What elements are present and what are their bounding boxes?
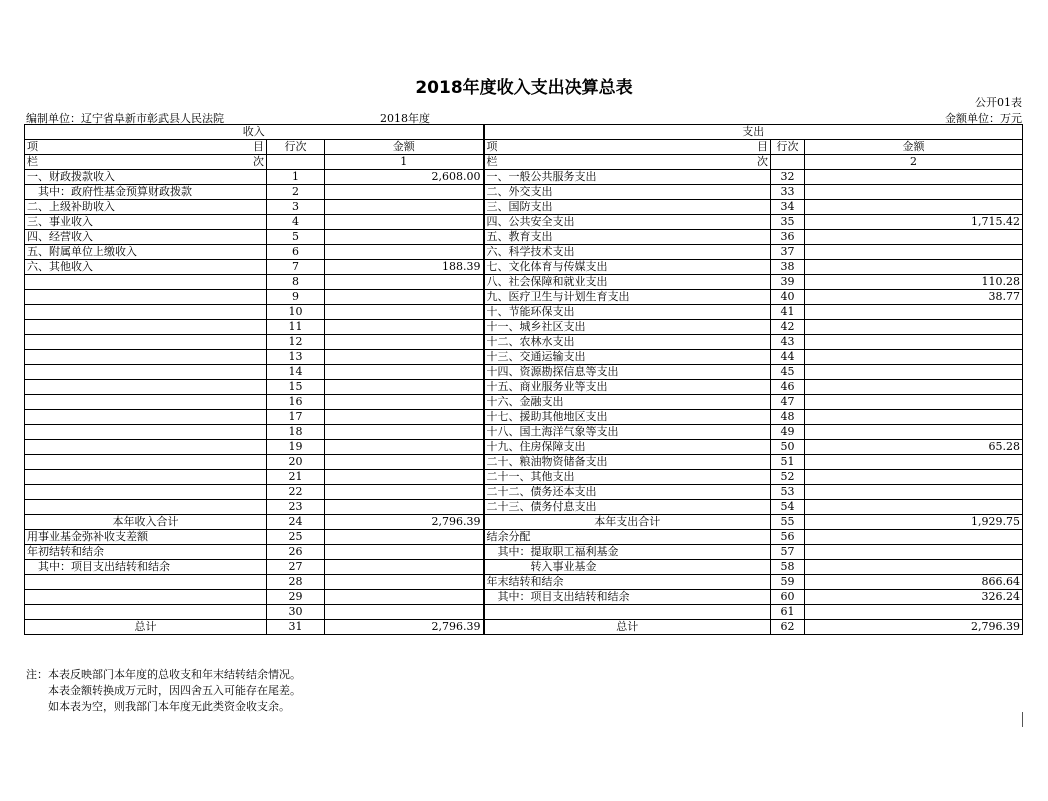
income-row-no: 26 [267,545,325,560]
expense-item-name: 六、科学技术支出 [484,245,771,260]
income-item-name [25,485,267,500]
expense-item-name: 十八、国土海洋气象等支出 [484,425,771,440]
income-amount [325,560,484,575]
income-amount [325,485,484,500]
income-item-name: 总计 [25,620,267,635]
income-row-no: 10 [267,305,325,320]
expense-item-name: 二十二、债务还本支出 [484,485,771,500]
income-row-no: 11 [267,320,325,335]
header-row-labels [25,140,1023,155]
expense-item-name: 一、一般公共服务支出 [484,170,771,185]
income-col-no: 1 [325,155,484,170]
expense-amount [805,380,1023,395]
expense-amount [805,410,1023,425]
income-item-name: 用事业基金弥补收支差额 [25,530,267,545]
expense-amount [805,305,1023,320]
income-amount [325,440,484,455]
income-row-no-header: 行次 [267,140,325,155]
income-row-no: 2 [267,185,325,200]
table-row [25,200,1023,215]
expense-amount [805,185,1023,200]
income-amount [325,410,484,425]
expense-header: 支出 [484,125,1023,140]
table-row [25,620,1023,635]
income-expense-table [24,124,1023,635]
expense-row-no: 44 [771,350,805,365]
income-row-no: 5 [267,230,325,245]
income-amount [325,290,484,305]
header-row-section [25,125,1023,140]
expense-amount [805,260,1023,275]
income-item-header: 项 目 [25,140,267,155]
income-item-name: 三、事业收入 [25,215,267,230]
income-item-name [25,335,267,350]
income-row-no: 13 [267,350,325,365]
income-item-name [25,365,267,380]
income-row-no: 31 [267,620,325,635]
expense-row-no: 59 [771,575,805,590]
income-amount [325,200,484,215]
expense-item-name: 四、公共安全支出 [484,215,771,230]
income-item-name [25,275,267,290]
income-row-no: 1 [267,170,325,185]
expense-item-name: 本年支出合计 [484,515,771,530]
expense-col-no: 2 [805,155,1023,170]
table-row [25,605,1023,620]
income-amount [325,575,484,590]
income-amount [325,380,484,395]
income-row-no: 18 [267,425,325,440]
income-amount [325,335,484,350]
money-unit: 金额单位：万元 [945,112,1022,125]
expense-row-no: 34 [771,200,805,215]
income-item-name [25,605,267,620]
expense-row-no: 45 [771,365,805,380]
expense-item-name: 其中：项目支出结转和结余 [484,590,771,605]
income-item-name [25,425,267,440]
income-amount [325,365,484,380]
expense-item-name: 十四、资源勘探信息等支出 [484,365,771,380]
expense-amount [805,200,1023,215]
income-item-name [25,590,267,605]
income-item-name [25,320,267,335]
expense-row-no: 58 [771,560,805,575]
income-amount [325,530,484,545]
expense-row-no: 57 [771,545,805,560]
income-item-name [25,500,267,515]
income-amount [325,425,484,440]
table-row [25,215,1023,230]
expense-row-no: 55 [771,515,805,530]
income-row-no: 16 [267,395,325,410]
income-row-no: 9 [267,290,325,305]
table-row [25,560,1023,575]
income-row-no: 20 [267,455,325,470]
expense-amount [805,350,1023,365]
expense-item-name: 年末结转和结余 [484,575,771,590]
expense-item-name: 八、社会保障和就业支出 [484,275,771,290]
income-item-name [25,575,267,590]
income-amount [325,470,484,485]
table-row [25,350,1023,365]
expense-amount: 326.24 [805,590,1023,605]
income-item-name: 本年收入合计 [25,515,267,530]
expense-row-no: 33 [771,185,805,200]
income-amount [325,305,484,320]
expense-item-name: 十三、交通运输支出 [484,350,771,365]
table-row [25,425,1023,440]
expense-row-no: 50 [771,440,805,455]
income-row-no: 29 [267,590,325,605]
expense-item-name: 二十、粮油物资储备支出 [484,455,771,470]
table-row [25,170,1023,185]
expense-row-no: 54 [771,500,805,515]
table-row [25,275,1023,290]
table-row [25,470,1023,485]
expense-item-name: 十六、金融支出 [484,395,771,410]
income-amount [325,275,484,290]
income-item-name [25,305,267,320]
table-row [25,230,1023,245]
expense-item-name: 十七、援助其他地区支出 [484,410,771,425]
expense-row-no: 61 [771,605,805,620]
table-row [25,290,1023,305]
expense-amount: 110.28 [805,275,1023,290]
expense-amount [805,170,1023,185]
income-amount [325,185,484,200]
expense-item-name: 二十一、其他支出 [484,470,771,485]
income-row-no: 22 [267,485,325,500]
expense-amount-header: 金额 [805,140,1023,155]
table-row [25,410,1023,425]
income-amount [325,605,484,620]
expense-item-name: 总计 [484,620,771,635]
income-row-no: 6 [267,245,325,260]
expense-item-name: 结余分配 [484,530,771,545]
income-row-no: 30 [267,605,325,620]
expense-item-name: 二十三、债务付息支出 [484,500,771,515]
income-item-name: 其中：政府性基金预算财政拨款 [25,185,267,200]
income-amount [325,395,484,410]
income-item-name [25,410,267,425]
expense-col-blank [771,155,805,170]
note-3: 如本表为空，则我部门本年度无此类资金收支余。 [48,700,290,713]
expense-amount [805,500,1023,515]
report-year: 2018年度 [380,112,430,125]
income-header: 收入 [25,125,484,140]
income-row-no: 19 [267,440,325,455]
income-row-no: 23 [267,500,325,515]
expense-amount [805,485,1023,500]
income-row-no: 4 [267,215,325,230]
header-row-columns [25,155,1023,170]
table-row [25,320,1023,335]
expense-row-no: 43 [771,335,805,350]
expense-amount [805,530,1023,545]
expense-row-no: 35 [771,215,805,230]
expense-row-no: 40 [771,290,805,305]
income-amount [325,320,484,335]
income-amount [325,590,484,605]
expense-amount: 65.28 [805,440,1023,455]
table-row [25,245,1023,260]
table-row [25,365,1023,380]
expense-amount [805,395,1023,410]
income-amount [325,230,484,245]
expense-amount [805,425,1023,440]
income-amount [325,350,484,365]
income-row-no: 21 [267,470,325,485]
income-item-name [25,440,267,455]
income-row-no: 8 [267,275,325,290]
expense-item-name: 转入事业基金 [484,560,771,575]
income-amount: 2,796.39 [325,515,484,530]
expense-amount: 866.64 [805,575,1023,590]
income-item-name: 年初结转和结余 [25,545,267,560]
expense-amount: 1,929.75 [805,515,1023,530]
table-row [25,455,1023,470]
expense-row-no: 53 [771,485,805,500]
income-col-blank [267,155,325,170]
table-row [25,440,1023,455]
note-1: 注：本表反映部门本年度的总收支和年末结转结余情况。 [26,668,301,681]
expense-item-name: 九、医疗卫生与计划生育支出 [484,290,771,305]
income-item-name [25,395,267,410]
expense-amount: 1,715.42 [805,215,1023,230]
income-item-name [25,380,267,395]
income-amount [325,215,484,230]
expense-col-label: 栏 次 [484,155,771,170]
expense-item-name: 十一、城乡社区支出 [484,320,771,335]
income-item-name [25,455,267,470]
income-item-name: 其中：项目支出结转和结余 [25,560,267,575]
expense-amount [805,605,1023,620]
income-row-no: 12 [267,335,325,350]
footnotes [26,667,301,715]
expense-item-name: 十二、农林水支出 [484,335,771,350]
expense-row-no: 49 [771,425,805,440]
income-item-name [25,470,267,485]
expense-amount [805,455,1023,470]
income-row-no: 14 [267,365,325,380]
report-title: 2018年度收入支出决算总表 [415,78,633,98]
income-item-name: 五、附属单位上缴收入 [25,245,267,260]
income-item-name: 二、上级补助收入 [25,200,267,215]
income-row-no: 25 [267,530,325,545]
expense-item-name: 十九、住房保障支出 [484,440,771,455]
income-amount-header: 金额 [325,140,484,155]
expense-amount [805,365,1023,380]
income-item-name: 四、经营收入 [25,230,267,245]
expense-amount [805,335,1023,350]
expense-item-name: 十五、商业服务业等支出 [484,380,771,395]
expense-amount [805,245,1023,260]
income-row-no: 3 [267,200,325,215]
expense-item-header: 项 目 [484,140,771,155]
expense-row-no: 39 [771,275,805,290]
table-code: 公开01表 [975,96,1022,109]
expense-row-no: 60 [771,590,805,605]
expense-row-no: 38 [771,260,805,275]
expense-item-name: 十、节能环保支出 [484,305,771,320]
table-row [25,380,1023,395]
expense-row-no: 51 [771,455,805,470]
expense-row-no: 48 [771,410,805,425]
expense-item-name: 七、文化体育与传媒支出 [484,260,771,275]
expense-amount: 2,796.39 [805,620,1023,635]
expense-amount [805,545,1023,560]
expense-row-no: 36 [771,230,805,245]
expense-item-name [484,605,771,620]
expense-amount [805,560,1023,575]
expense-row-no: 32 [771,170,805,185]
expense-row-no: 42 [771,320,805,335]
expense-row-no: 56 [771,530,805,545]
expense-item-name: 三、国防支出 [484,200,771,215]
table-row [25,500,1023,515]
income-amount [325,455,484,470]
note-2: 本表金额转换成万元时，因四舍五入可能存在尾差。 [48,684,301,697]
income-amount: 2,796.39 [325,620,484,635]
income-row-no: 17 [267,410,325,425]
expense-amount: 38.77 [805,290,1023,305]
table-row [25,485,1023,500]
table-row [25,545,1023,560]
expense-amount [805,470,1023,485]
expense-item-name: 五、教育支出 [484,230,771,245]
expense-row-no: 47 [771,395,805,410]
income-row-no: 7 [267,260,325,275]
table-row [25,575,1023,590]
income-item-name [25,290,267,305]
vertical-divider [1022,712,1023,727]
expense-row-no: 52 [771,470,805,485]
table-row [25,395,1023,410]
income-col-label: 栏 次 [25,155,267,170]
expense-amount [805,230,1023,245]
expense-row-no-header: 行次 [771,140,805,155]
expense-row-no: 46 [771,380,805,395]
income-amount: 188.39 [325,260,484,275]
income-item-name: 一、财政拨款收入 [25,170,267,185]
income-amount [325,545,484,560]
table-row [25,305,1023,320]
expense-row-no: 41 [771,305,805,320]
income-row-no: 15 [267,380,325,395]
income-row-no: 27 [267,560,325,575]
income-item-name [25,350,267,365]
income-row-no: 28 [267,575,325,590]
expense-row-no: 37 [771,245,805,260]
expense-row-no: 62 [771,620,805,635]
expense-item-name: 其中：提取职工福利基金 [484,545,771,560]
table-row [25,530,1023,545]
income-amount [325,500,484,515]
table-row [25,260,1023,275]
income-row-no: 24 [267,515,325,530]
table-row [25,185,1023,200]
expense-item-name: 二、外交支出 [484,185,771,200]
table-row [25,590,1023,605]
income-item-name: 六、其他收入 [25,260,267,275]
table-row [25,515,1023,530]
table-row [25,335,1023,350]
expense-amount [805,320,1023,335]
income-amount: 2,608.00 [325,170,484,185]
reporting-unit: 编制单位：辽宁省阜新市彰武县人民法院 [26,112,224,125]
income-amount [325,245,484,260]
